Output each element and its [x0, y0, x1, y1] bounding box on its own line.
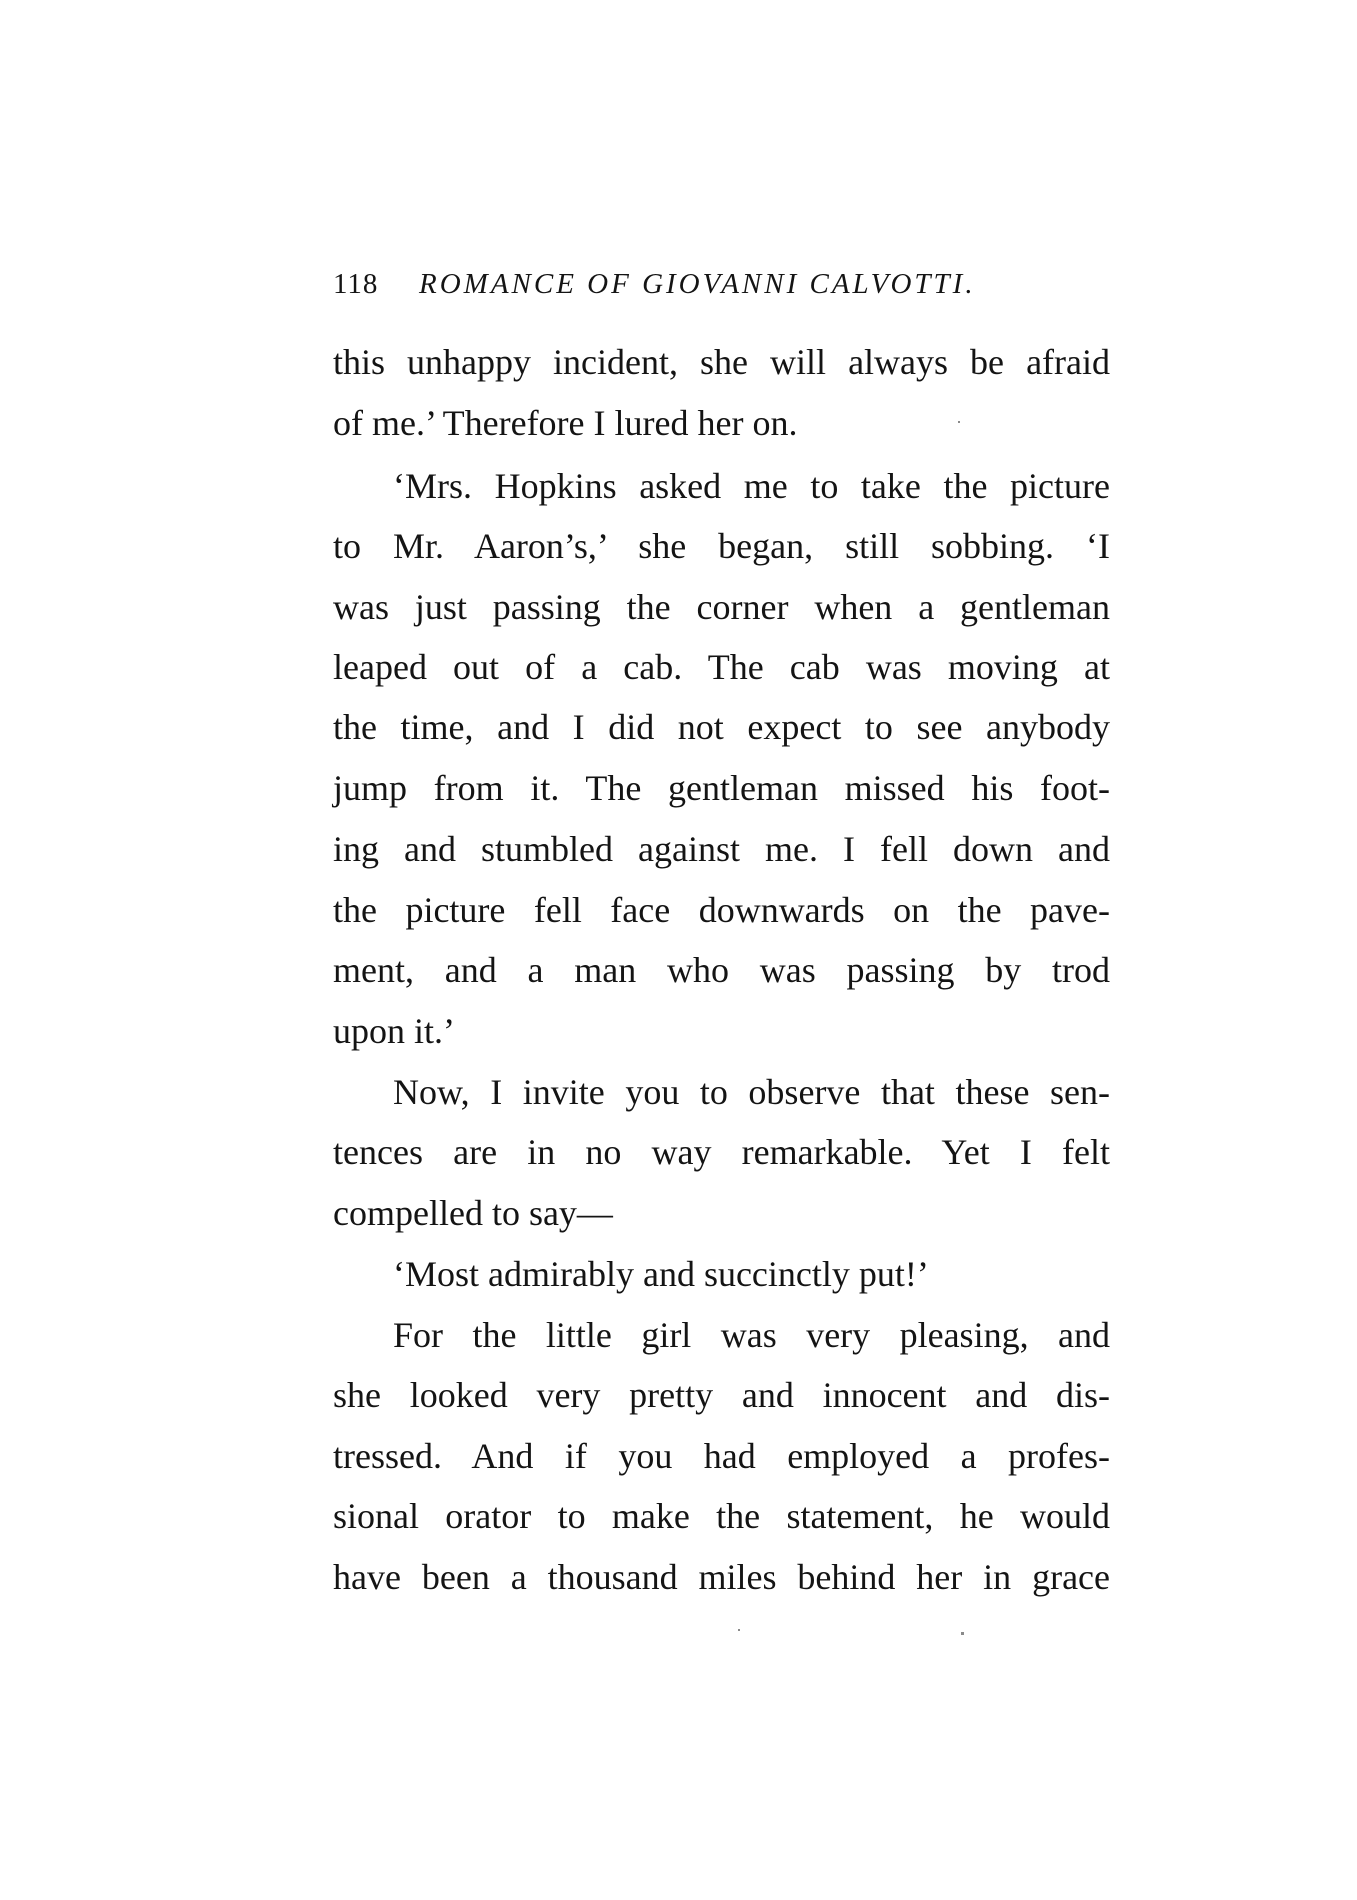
text-line: ment, and a man who was passing by trod: [333, 950, 1110, 990]
paragraph-start-line: ‘Most admirably and succinctly put!’: [393, 1254, 929, 1294]
scan-speck: [738, 1629, 740, 1631]
text-line: sional orator to make the statement, he would: [333, 1496, 1110, 1536]
paragraph-start-line: Now, I invite you to observe that these sen-: [393, 1072, 1110, 1112]
text-line: jump from it. The gentleman missed his foot-: [333, 768, 1110, 808]
text-line: of me.’ Therefore I lured her on.: [333, 403, 798, 443]
text-line: the time, and I did not expect to see anybody: [333, 707, 1110, 747]
text-line: to Mr. Aaron’s,’ she began, still sobbing. ‘I: [333, 526, 1110, 566]
paragraph-start-line: ‘Mrs. Hopkins asked me to take the picture: [393, 466, 1110, 506]
paragraph-start-line: For the little girl was very pleasing, and: [393, 1315, 1110, 1355]
text-line: ing and stumbled against me. I fell down and: [333, 829, 1110, 869]
scan-speck: [961, 1632, 964, 1635]
text-line: upon it.’: [333, 1011, 455, 1051]
page-number: 118: [333, 268, 379, 300]
text-line: this unhappy incident, she will always be afraid: [333, 342, 1110, 382]
scan-speck: [958, 421, 960, 423]
text-line: leaped out of a cab. The cab was moving at: [333, 647, 1110, 687]
text-line: compelled to say—: [333, 1193, 613, 1233]
running-header: [333, 268, 1113, 308]
text-line: the picture fell face downwards on the pave-: [333, 890, 1110, 930]
text-line: have been a thousand miles behind her in grace: [333, 1557, 1110, 1597]
text-line: was just passing the corner when a gentleman: [333, 587, 1110, 627]
text-line: she looked very pretty and innocent and dis-: [333, 1375, 1110, 1415]
text-line: tences are in no way remarkable. Yet I felt: [333, 1132, 1110, 1172]
running-title: ROMANCE OF GIOVANNI CALVOTTI.: [419, 268, 976, 300]
text-line: tressed. And if you had employed a profes-: [333, 1436, 1110, 1476]
